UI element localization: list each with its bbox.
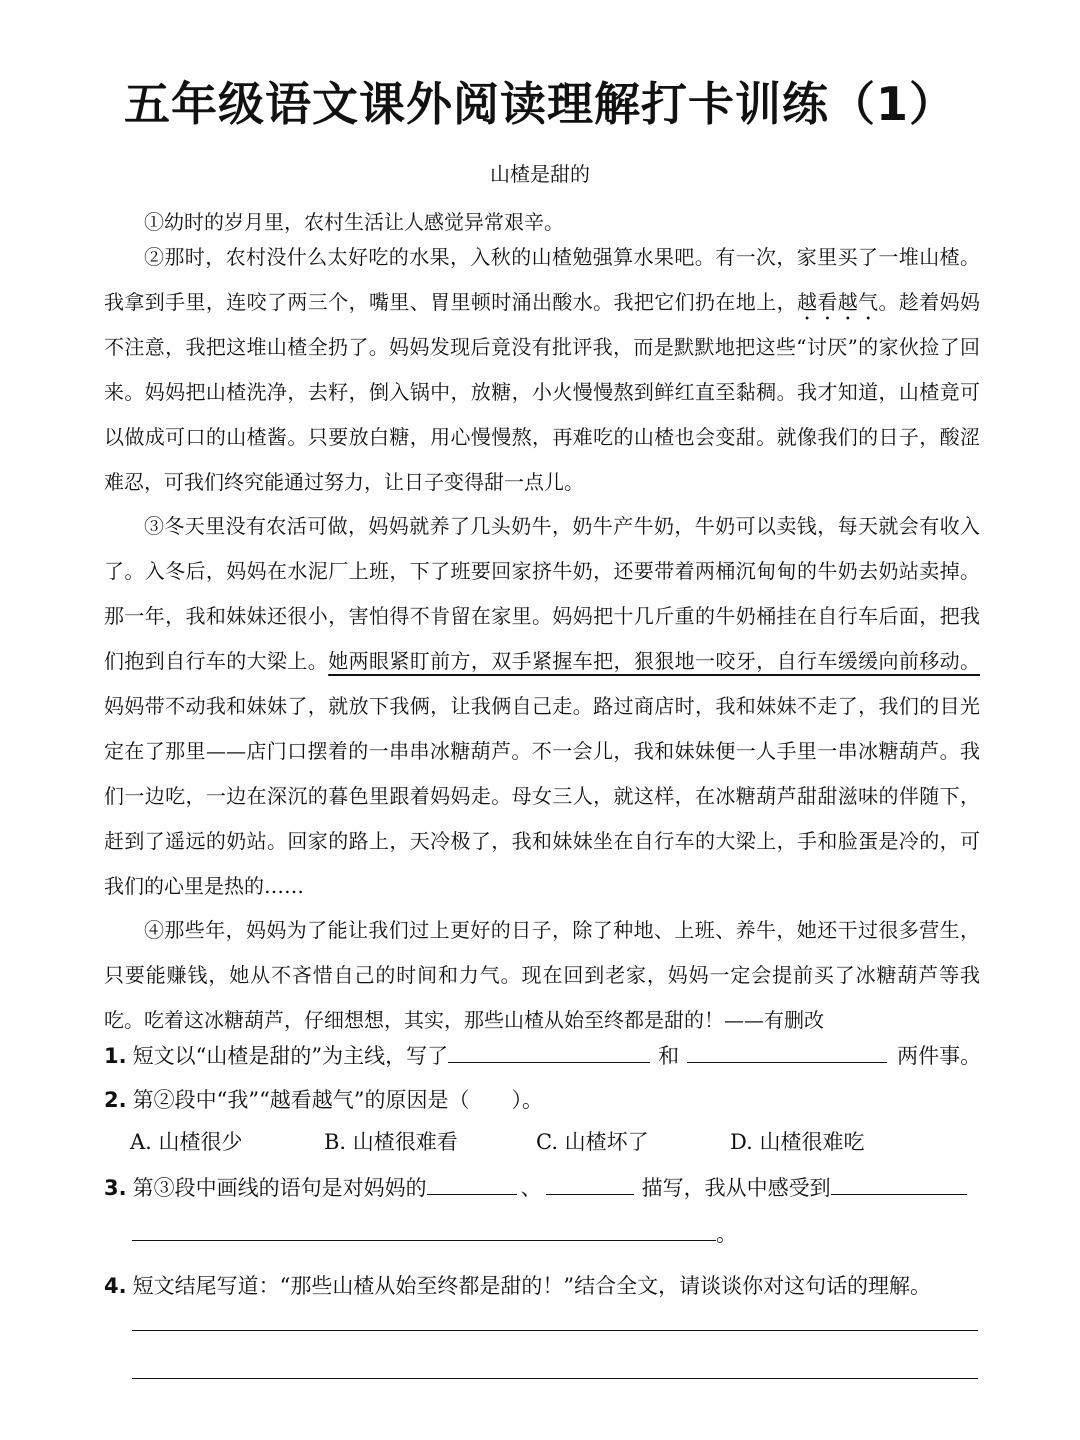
answer-blank-3d[interactable] (132, 1214, 716, 1241)
paragraph-2-text-a: ②那时，农村没什么太好吃的水果，入秋的山楂勉强算水果吧。有一次，家里买了一堆山楂。我拿到手里，连咬了两三个，嘴里、胃里顿时涌出酸水。我把它们扔在地上， (104, 245, 980, 314)
underlined-sentence: 她两眼紧盯前方，双手紧握车把，狠狠地一咬牙，自行车缓缓向前移动。 (328, 649, 981, 673)
option-a[interactable]: A. 山楂很少 (130, 1130, 243, 1154)
question-text-mid: 和 (658, 1044, 680, 1068)
story-title: 山楂是甜的 (490, 162, 590, 186)
question-number: 3. (104, 1176, 127, 1200)
paragraph-3-text-b: 妈妈带不动我和妹妹了，就放下我俩，让我俩自己走。路过商店时，我和妹妹不走了，我们的目光定在了那里——店门口摆着的一串串冰糖葫芦。不一会儿，我和妹妹便一人手里一串冰糖葫芦。我们一边吃，一边在深沉的暮色里跟着妈妈走。母女三人，就这样，在冰糖葫芦甜甜滋味的伴随下，赶到了遥远的奶站。回家的路上，天冷极了，我和妹妹坐在自行车的大梁上，手和脸蛋是冷的，可我们的心里是热的…… (104, 694, 980, 898)
answer-blank-3c[interactable] (831, 1168, 967, 1195)
question-3 (104, 1168, 984, 1208)
option-c[interactable]: C. 山楂坏了 (536, 1130, 649, 1154)
question-4 (104, 1266, 984, 1306)
question-text: 第③段中画线的语句是对妈妈的 (132, 1176, 427, 1200)
answer-line-4a[interactable] (132, 1330, 978, 1331)
paragraph-2-text-b: 。趁着妈妈不注意，我把这堆山楂全扔了。妈妈发现后竟没有批评我，而是默默地把这些“讨厌”的家伙捡了回来。妈妈把山楂洗净，去籽，倒入锅中，放糖，小火慢慢熬到鲜红直至黏稠。我才知道，山楂竟可以做成可口的山楂酱。只要放白糖，用心慢慢熬，再难吃的山楂也会变甜。就像我们的日子，酸涩难忍，可我们终究能通过努力，让日子变得甜一点儿。 (104, 290, 981, 494)
paragraph-3 (104, 504, 980, 909)
paragraph-1: ①幼时的岁月里，农村生活让人感觉异常艰辛。 (144, 210, 564, 234)
question-separator: 、 (520, 1176, 542, 1200)
question-number: 4. (104, 1274, 127, 1298)
question-text: 短文结尾写道：“那些山楂从始至终都是甜的！”结合全文，请谈谈你对这句话的理解。 (132, 1274, 932, 1298)
question-3-continuation (132, 1214, 1012, 1254)
page-title: 五年级语文课外阅读理解打卡训练（1） (123, 77, 956, 131)
question-number: 2. (104, 1088, 127, 1112)
answer-line-4b[interactable] (132, 1378, 978, 1379)
answer-blank-1b[interactable] (687, 1036, 887, 1063)
answer-blank-1a[interactable] (448, 1036, 650, 1063)
answer-blank-3a[interactable] (427, 1168, 517, 1195)
question-number: 1. (104, 1044, 127, 1068)
question-1 (104, 1036, 984, 1076)
question-text: 第②段中“我”“越看越气”的原因是（ ）。 (132, 1088, 544, 1112)
question-text-b: 描写，我从中感受到 (641, 1176, 831, 1200)
question-text: 短文以“山楂是甜的”为主线，写了 (132, 1044, 449, 1068)
question-text-end: 。 (716, 1222, 737, 1246)
emphasized-phrase: 越看越气 (796, 290, 879, 314)
option-b[interactable]: B. 山楂很难看 (324, 1130, 458, 1154)
paragraph-2 (104, 235, 980, 505)
question-2 (104, 1080, 984, 1120)
paragraph-3-text-a: ③冬天里没有农活可做，妈妈就养了几头奶牛，奶牛产牛奶，牛奶可以卖钱，每天就会有收入了。入冬后，妈妈在水泥厂上班，下了班要回家挤牛奶，还要带着两桶沉甸甸的牛奶去奶站卖掉。那一年，我和妹妹还很小，害怕得不肯留在家里。妈妈把十几斤重的牛奶桶挂在自行车后面，把我们抱到自行车的大梁上。 (104, 514, 980, 673)
question-text-end: 两件事。 (897, 1044, 982, 1068)
answer-blank-3b[interactable] (546, 1168, 634, 1195)
option-d[interactable]: D. 山楂很难吃 (730, 1130, 865, 1154)
paragraph-4: ④那些年，妈妈为了能让我们过上更好的日子，除了种地、上班、养牛，她还干过很多营生，只要能赚钱，她从不吝惜自己的时间和力气。现在回到老家，妈妈一定会提前买了冰糖葫芦等我吃。吃着这冰糖葫芦，仔细想想，其实，那些山楂从始至终都是甜的！——有删改 (104, 918, 980, 1032)
